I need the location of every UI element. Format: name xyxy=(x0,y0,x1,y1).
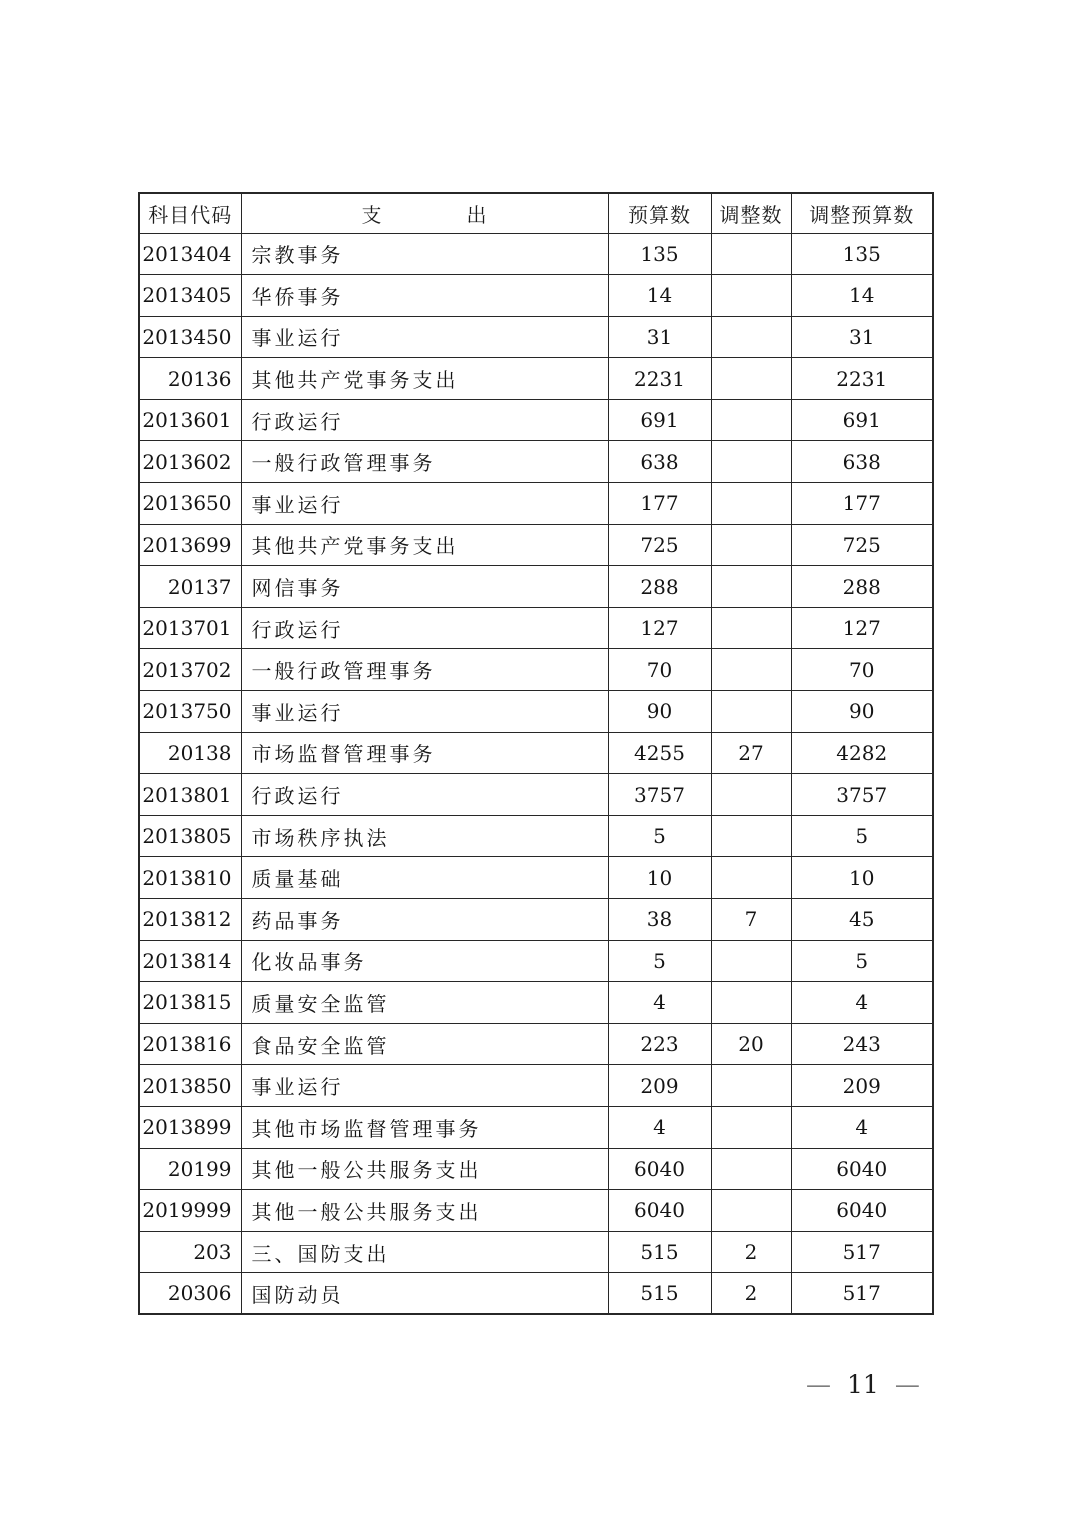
cell-code: 20199 xyxy=(139,1148,241,1190)
cell-name: 行政运行 xyxy=(241,607,608,649)
cell-budget: 2231 xyxy=(608,358,711,400)
cell-adjusted: 517 xyxy=(791,1231,933,1273)
page-footer xyxy=(806,1370,920,1399)
cell-budget: 14 xyxy=(608,275,711,317)
cell-code: 2013805 xyxy=(139,815,241,857)
cell-adjust: 27 xyxy=(711,732,791,774)
cell-adjust xyxy=(711,566,791,608)
cell-budget: 515 xyxy=(608,1273,711,1315)
cell-budget: 4 xyxy=(608,1106,711,1148)
cell-budget: 135 xyxy=(608,233,711,275)
cell-name: 华侨事务 xyxy=(241,275,608,317)
cell-name: 其他共产党事务支出 xyxy=(241,524,608,566)
cell-code: 20137 xyxy=(139,566,241,608)
cell-adjusted: 14 xyxy=(791,275,933,317)
cell-adjusted: 638 xyxy=(791,441,933,483)
table-row xyxy=(139,1273,933,1315)
cell-name: 食品安全监管 xyxy=(241,1023,608,1065)
cell-code: 20136 xyxy=(139,358,241,400)
cell-code: 2013404 xyxy=(139,233,241,275)
cell-name: 一般行政管理事务 xyxy=(241,649,608,691)
cell-adjust xyxy=(711,982,791,1024)
table-row xyxy=(139,1190,933,1232)
cell-budget: 31 xyxy=(608,316,711,358)
table-row xyxy=(139,1106,933,1148)
table-row xyxy=(139,899,933,941)
cell-adjust xyxy=(711,774,791,816)
cell-adjusted: 4 xyxy=(791,982,933,1024)
cell-adjusted: 6040 xyxy=(791,1190,933,1232)
cell-adjusted: 691 xyxy=(791,399,933,441)
cell-code: 2013699 xyxy=(139,524,241,566)
cell-budget: 725 xyxy=(608,524,711,566)
cell-adjusted: 127 xyxy=(791,607,933,649)
table-row xyxy=(139,1065,933,1107)
cell-adjust xyxy=(711,857,791,899)
table-row xyxy=(139,1148,933,1190)
cell-name: 市场监督管理事务 xyxy=(241,732,608,774)
cell-budget: 209 xyxy=(608,1065,711,1107)
cell-budget: 70 xyxy=(608,649,711,691)
cell-code: 2013812 xyxy=(139,899,241,941)
header-adjustment: 调整数 xyxy=(711,193,791,233)
table-row xyxy=(139,275,933,317)
cell-adjusted: 2231 xyxy=(791,358,933,400)
cell-code: 2013814 xyxy=(139,940,241,982)
cell-code: 2013899 xyxy=(139,1106,241,1148)
cell-adjusted: 70 xyxy=(791,649,933,691)
cell-code: 2013816 xyxy=(139,1023,241,1065)
cell-adjusted: 135 xyxy=(791,233,933,275)
table-row xyxy=(139,358,933,400)
cell-name: 质量基础 xyxy=(241,857,608,899)
table-header-row xyxy=(139,193,933,233)
cell-code: 2013650 xyxy=(139,483,241,525)
cell-adjusted: 517 xyxy=(791,1273,933,1315)
table-row xyxy=(139,607,933,649)
cell-adjusted: 4282 xyxy=(791,732,933,774)
cell-adjust xyxy=(711,275,791,317)
cell-name: 市场秩序执法 xyxy=(241,815,608,857)
cell-adjust xyxy=(711,399,791,441)
cell-adjust: 7 xyxy=(711,899,791,941)
cell-budget: 38 xyxy=(608,899,711,941)
cell-budget: 223 xyxy=(608,1023,711,1065)
page-number: 11 xyxy=(847,1370,879,1399)
cell-adjusted: 3757 xyxy=(791,774,933,816)
header-adjusted-budget: 调整预算数 xyxy=(791,193,933,233)
table-row xyxy=(139,857,933,899)
cell-adjusted: 90 xyxy=(791,691,933,733)
cell-adjusted: 725 xyxy=(791,524,933,566)
cell-adjusted: 243 xyxy=(791,1023,933,1065)
table-row xyxy=(139,524,933,566)
table-body xyxy=(139,233,933,1314)
footer-right-dash: — xyxy=(894,1370,920,1399)
cell-adjusted: 5 xyxy=(791,940,933,982)
cell-name: 药品事务 xyxy=(241,899,608,941)
table-row xyxy=(139,441,933,483)
cell-adjusted: 177 xyxy=(791,483,933,525)
cell-budget: 691 xyxy=(608,399,711,441)
cell-adjust xyxy=(711,1065,791,1107)
cell-adjusted: 288 xyxy=(791,566,933,608)
cell-code: 203 xyxy=(139,1231,241,1273)
cell-adjusted: 31 xyxy=(791,316,933,358)
cell-adjust xyxy=(711,483,791,525)
table-row xyxy=(139,691,933,733)
table-row xyxy=(139,815,933,857)
cell-adjusted: 209 xyxy=(791,1065,933,1107)
cell-budget: 90 xyxy=(608,691,711,733)
cell-name: 一般行政管理事务 xyxy=(241,441,608,483)
table-row xyxy=(139,566,933,608)
cell-name: 行政运行 xyxy=(241,399,608,441)
cell-budget: 127 xyxy=(608,607,711,649)
cell-name: 事业运行 xyxy=(241,691,608,733)
table-row xyxy=(139,982,933,1024)
cell-adjusted: 45 xyxy=(791,899,933,941)
cell-name: 化妆品事务 xyxy=(241,940,608,982)
cell-name: 其他市场监督管理事务 xyxy=(241,1106,608,1148)
cell-adjusted: 10 xyxy=(791,857,933,899)
cell-budget: 638 xyxy=(608,441,711,483)
cell-adjust xyxy=(711,1148,791,1190)
cell-adjust xyxy=(711,1190,791,1232)
cell-code: 20138 xyxy=(139,732,241,774)
table-row xyxy=(139,1023,933,1065)
table-row xyxy=(139,316,933,358)
cell-budget: 5 xyxy=(608,940,711,982)
cell-name: 其他一般公共服务支出 xyxy=(241,1190,608,1232)
cell-name: 三、国防支出 xyxy=(241,1231,608,1273)
cell-budget: 4255 xyxy=(608,732,711,774)
cell-code: 2013810 xyxy=(139,857,241,899)
cell-adjusted: 4 xyxy=(791,1106,933,1148)
cell-code: 2013750 xyxy=(139,691,241,733)
cell-name: 其他共产党事务支出 xyxy=(241,358,608,400)
cell-name: 网信事务 xyxy=(241,566,608,608)
cell-adjust xyxy=(711,691,791,733)
cell-adjust xyxy=(711,607,791,649)
cell-adjust xyxy=(711,1106,791,1148)
cell-adjust xyxy=(711,441,791,483)
cell-name: 其他一般公共服务支出 xyxy=(241,1148,608,1190)
cell-budget: 4 xyxy=(608,982,711,1024)
table-row xyxy=(139,233,933,275)
cell-adjust xyxy=(711,316,791,358)
cell-name: 国防动员 xyxy=(241,1273,608,1315)
cell-budget: 288 xyxy=(608,566,711,608)
table-row xyxy=(139,774,933,816)
table-row xyxy=(139,399,933,441)
cell-name: 宗教事务 xyxy=(241,233,608,275)
cell-name: 事业运行 xyxy=(241,316,608,358)
cell-budget: 6040 xyxy=(608,1190,711,1232)
cell-code: 2019999 xyxy=(139,1190,241,1232)
footer-left-dash: — xyxy=(806,1370,831,1399)
cell-name: 质量安全监管 xyxy=(241,982,608,1024)
cell-adjust xyxy=(711,233,791,275)
header-expenditure: 支 出 xyxy=(241,193,608,233)
cell-budget: 10 xyxy=(608,857,711,899)
cell-adjusted: 6040 xyxy=(791,1148,933,1190)
cell-budget: 515 xyxy=(608,1231,711,1273)
cell-code: 20306 xyxy=(139,1273,241,1315)
cell-name: 事业运行 xyxy=(241,1065,608,1107)
cell-adjust: 2 xyxy=(711,1231,791,1273)
cell-budget: 6040 xyxy=(608,1148,711,1190)
cell-code: 2013850 xyxy=(139,1065,241,1107)
cell-adjust: 2 xyxy=(711,1273,791,1315)
cell-adjust xyxy=(711,815,791,857)
cell-adjusted: 5 xyxy=(791,815,933,857)
cell-adjust xyxy=(711,358,791,400)
header-subject-code: 科目代码 xyxy=(139,193,241,233)
table-row xyxy=(139,732,933,774)
cell-budget: 5 xyxy=(608,815,711,857)
cell-code: 2013602 xyxy=(139,441,241,483)
cell-code: 2013405 xyxy=(139,275,241,317)
cell-adjust xyxy=(711,940,791,982)
cell-code: 2013801 xyxy=(139,774,241,816)
cell-code: 2013701 xyxy=(139,607,241,649)
budget-table xyxy=(138,192,934,1315)
cell-code: 2013815 xyxy=(139,982,241,1024)
cell-code: 2013702 xyxy=(139,649,241,691)
table-row xyxy=(139,940,933,982)
cell-adjust xyxy=(711,524,791,566)
cell-code: 2013601 xyxy=(139,399,241,441)
cell-name: 事业运行 xyxy=(241,483,608,525)
cell-adjust xyxy=(711,649,791,691)
table-row xyxy=(139,649,933,691)
header-budget: 预算数 xyxy=(608,193,711,233)
cell-adjust: 20 xyxy=(711,1023,791,1065)
cell-code: 2013450 xyxy=(139,316,241,358)
cell-name: 行政运行 xyxy=(241,774,608,816)
cell-budget: 177 xyxy=(608,483,711,525)
cell-budget: 3757 xyxy=(608,774,711,816)
table-row xyxy=(139,483,933,525)
table-row xyxy=(139,1231,933,1273)
